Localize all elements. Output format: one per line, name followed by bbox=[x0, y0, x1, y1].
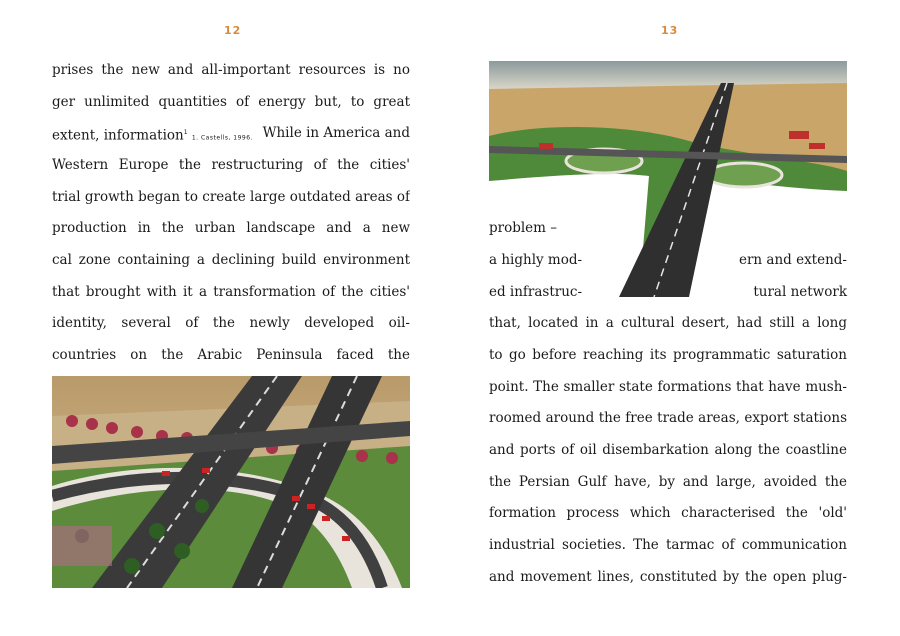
text-line-wrap-right: tural network bbox=[753, 284, 847, 300]
text-line-wrap-left: ed infrastruc- bbox=[489, 284, 583, 300]
text-line: cal zone containing a declining build environment bbox=[52, 252, 410, 268]
footnote-reference: 1. Castells, 1996. bbox=[191, 134, 253, 142]
text-line: that, located in a cultural desert, had still a long bbox=[489, 315, 847, 331]
text-line: problem – bbox=[489, 220, 558, 236]
text-segment: extent, information bbox=[52, 127, 184, 144]
text-line: prises the new and all-important resources is no bbox=[52, 62, 410, 78]
text-line: formation process which characterised the 'old' bbox=[489, 505, 847, 521]
text-line: point. The smaller state formations that have mush- bbox=[489, 379, 847, 395]
text-line: countries on the Arabic Peninsula faced the bbox=[52, 347, 410, 363]
text-line: trial growth began to create large outdated areas of bbox=[52, 189, 410, 205]
text-line: ger unlimited quantities of energy but, to great bbox=[52, 94, 410, 110]
text-line: roomed around the free trade areas, export stations bbox=[489, 410, 847, 426]
text-segment: While in America and bbox=[262, 125, 410, 141]
footnote-mark: 1 bbox=[183, 129, 188, 136]
text-line: Western Europe the restructuring of the cities' bbox=[52, 157, 410, 173]
text-line: that brought with it a transformation of the cities' bbox=[52, 284, 410, 300]
text-line-wrap-right: ern and extend- bbox=[738, 252, 847, 268]
text-line-wrap-left: a highly mod- bbox=[489, 252, 583, 268]
page-number-right: 13 bbox=[661, 24, 679, 37]
text-line: production in the urban landscape and a new bbox=[52, 220, 410, 236]
page-number-left: 12 bbox=[224, 24, 242, 37]
text-line: industrial societies. The tarmac of communication bbox=[489, 537, 847, 553]
text-line-with-footnote bbox=[52, 123, 410, 143]
text-line: and movement lines, constituted by the open plug- bbox=[489, 569, 847, 585]
text-line: identity, several of the newly developed oil- bbox=[52, 315, 410, 331]
text-line: the Persian Gulf have, by and large, avoided the bbox=[489, 474, 847, 490]
text-line: to go before reaching its programmatic saturation bbox=[489, 347, 847, 363]
highway-interchange-photo bbox=[52, 376, 410, 588]
text-line: and ports of oil disembarkation along the coastline bbox=[489, 442, 847, 458]
right-page bbox=[450, 0, 900, 636]
